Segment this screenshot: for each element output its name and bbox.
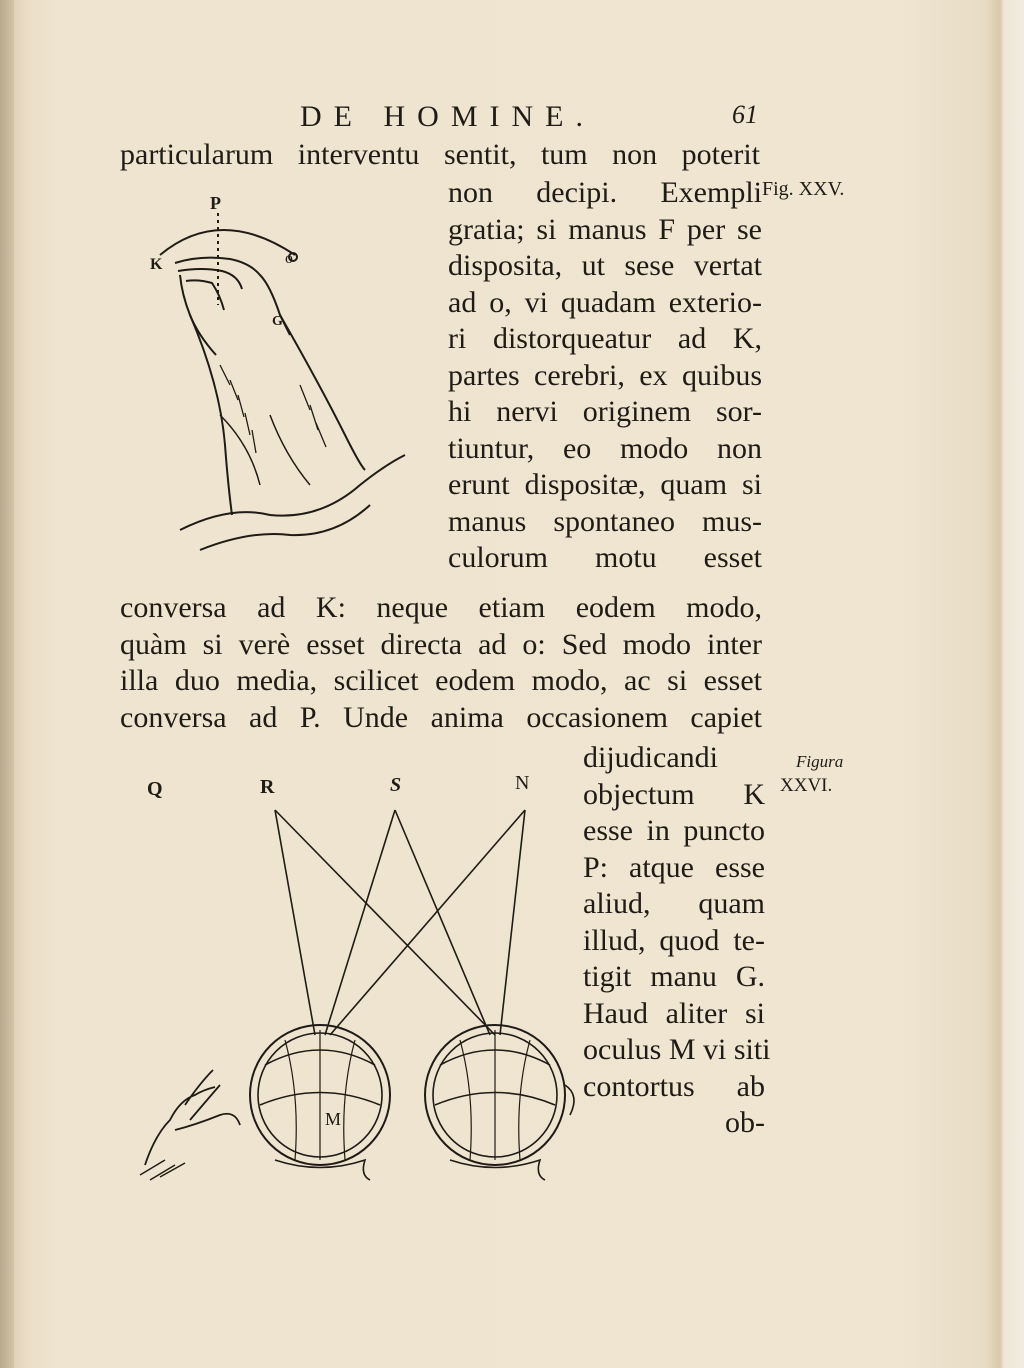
page-number: 61 [732,100,758,129]
text-line: culorum motu esset [448,541,762,574]
text-line: illa duo media, scilicet eodem modo, ac si esset [120,664,762,697]
text-line: manus spontaneo mus- [448,504,762,538]
text-line: esse in puncto [583,814,765,847]
facing-page-edge [0,0,14,1368]
text-line: tigit manu G. [583,960,765,993]
fig25-label-k: K [150,256,163,273]
figure-25-hand-illustration [120,185,450,580]
text-column-right-1 [448,175,762,577]
margin-note-fig26-a: Figura [796,752,844,771]
text-line: contortus ab [583,1069,765,1103]
running-title: DE HOMINE. [300,100,595,133]
text-line: Haud aliter si [583,996,765,1030]
fig26-label-n: N [515,772,530,794]
text-line-full-1: particularum interventu sentit, tum non poterit [120,138,760,171]
fig26-label-r: R [260,776,275,798]
text-line: partes cerebri, ex quibus [448,358,762,392]
margin-note-fig25: Fig. XXV. [762,178,845,200]
text-line: conversa ad K: neque etiam eodem modo, [120,591,762,624]
text-line: P: atque esse [583,850,765,884]
fig25-label-g: G [272,314,283,329]
text-line: aliud, quam [583,887,765,920]
text-block-full-2 [120,590,762,736]
margin-note-fig26-b: XXVI. [780,775,833,796]
text-line: objectum K [583,777,765,811]
text-line: erunt dispositæ, quam si [448,468,762,501]
figure-26-eyes-illustration [125,765,585,1185]
text-line: oculus M vi siti [583,1033,771,1066]
text-line: tiuntur, eo modo non [448,431,762,465]
fig25-label-o: o [285,250,293,267]
text-line: hi nervi originem sor- [448,395,762,428]
text-line: dijudicandi [583,741,718,774]
fig26-label-s: S [390,774,402,796]
text-line: non decipi. Exempli [448,176,762,209]
text-line: ob- [725,1106,765,1139]
text-line: ri distorqueatur ad K, [448,322,762,355]
text-line: quàm si verè esset directa ad o: Sed modo inter [120,627,762,661]
text-line: disposita, ut sese vertat [448,249,762,282]
text-line: ad o, vi quadam exterio- [448,285,762,319]
fig26-label-m: M [325,1109,342,1129]
text-line: gratia; si manus F per se [448,212,762,246]
fig26-label-q: Q [147,778,163,800]
text-line: illud, quod te- [583,923,765,957]
fig25-label-p: P [210,193,221,213]
text-line: conversa ad P. Unde anima occasionem capiet [120,700,762,734]
text-column-right-2 [583,740,771,1142]
